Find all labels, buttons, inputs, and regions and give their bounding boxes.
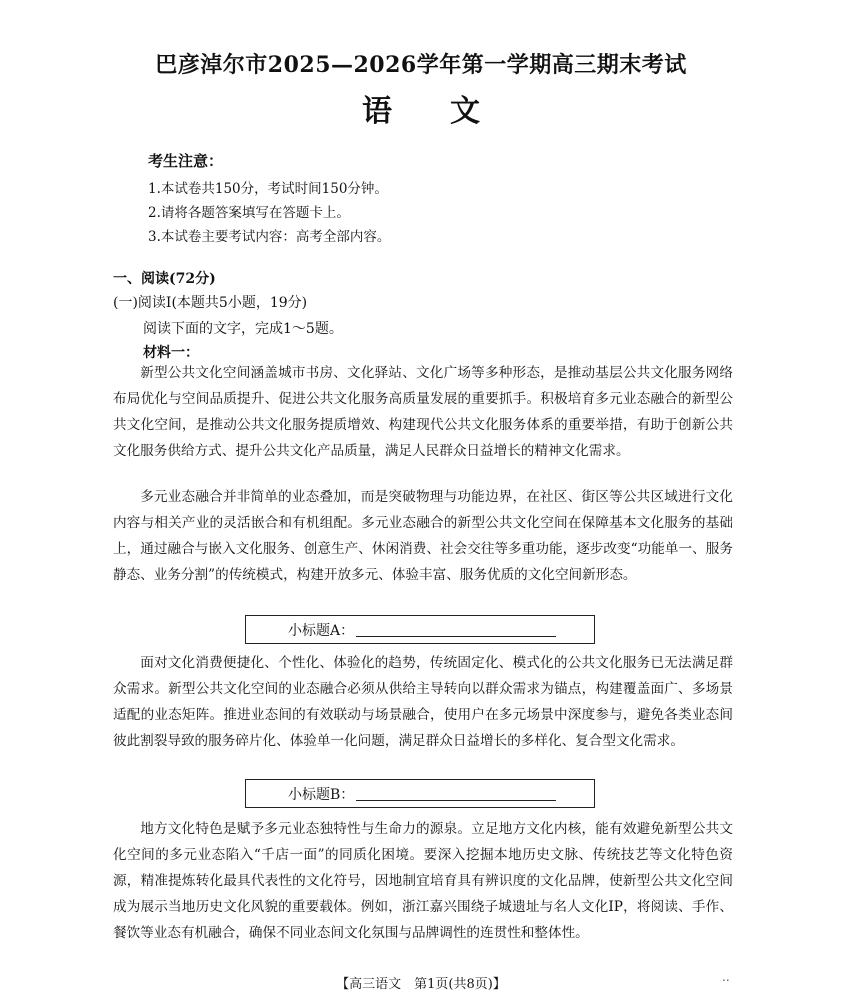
notice-item-3: 3.本试卷主要考试内容：高考全部内容。: [148, 229, 391, 245]
notice-item-2: 2.请将各题答案填写在答题卡上。: [148, 205, 350, 221]
exam-title: 巴彦淖尔市2025—2026学年第一学期高三期末考试: [155, 52, 687, 78]
corner-mark: ..: [722, 970, 730, 984]
subsection-heading: (一)阅读Ⅰ(本题共5小题，19分): [113, 295, 308, 311]
section-heading: 一、阅读(72分): [113, 271, 216, 287]
subtitle-box-b: [245, 779, 595, 808]
notice-item-1: 1.本试卷共150分，考试时间150分钟。: [148, 181, 388, 197]
reading-instruction: 阅读下面的文字，完成1～5题。: [143, 321, 343, 337]
paragraph-3: 面对文化消费便捷化、个性化、体验化的趋势，传统固定化、模式化的公共文化服务已无法满足群众需求。新型公共文化空间的业态融合必须从供给主导转向以群众需求为锚点，构建覆盖面广、多场景适配的业态矩阵。推进业态间的有效联动与场景融合，使用户在多元场景中深度参与，避免各类业态间彼此割裂导致的服务碎片化、体验单一化问题，满足群众日益增长的多样化、复合型文化需求。: [113, 655, 733, 749]
answer-blank-b: [356, 786, 556, 801]
paragraph-1: 新型公共文化空间涵盖城市书房、文化驿站、文化广场等多种形态，是推动基层公共文化服务网络布局优化与空间品质提升、促进公共文化服务高质量发展的重要抓手。积极培育多元业态融合的新型公共文化空间，是推动公共文化服务提质增效、构建现代公共文化服务体系的重要举措，有助于创新公共文化服务供给方式、提升公共文化产品质量，满足人民群众日益增长的精神文化需求。: [113, 365, 733, 459]
subject-title: 语文: [362, 94, 538, 129]
paragraph-2: 多元业态融合并非简单的业态叠加，而是突破物理与功能边界，在社区、街区等公共区域进行文化内容与相关产业的灵活嵌合和有机组配。多元业态融合的新型公共文化空间在保障基本文化服务的基础上，通过融合与嵌入文化服务、创意生产、休闲消费、社会交往等多重功能，逐步改变“功能单一、服务静态、业务分割”的传统模式，构建开放多元、体验丰富、服务优质的文化空间新形态。: [113, 489, 733, 583]
material-label: 材料一：: [143, 345, 199, 361]
subtitle-label-b: 小标题B：: [288, 786, 355, 803]
page-footer: 【高三语文 第1页(共8页)】: [336, 977, 506, 992]
answer-blank-a: [356, 622, 556, 637]
subtitle-label-a: 小标题A：: [288, 622, 355, 639]
paragraph-4: 地方文化特色是赋予多元业态独特性与生命力的源泉。立足地方文化内核，能有效避免新型公共文化空间的多元业态陷入“千店一面”的同质化困境。要深入挖掘本地历史文脉、传统技艺等文化特色资源，精准提炼转化最具代表性的文化符号，因地制宜培育具有辨识度的文化品牌，使新型公共文化空间成为展示当地历史文化风貌的重要载体。例如，浙江嘉兴围绕子城遗址与名人文化IP，将阅读、手作、餐饮等业态有机融合，确保不同业态间文化氛围与品牌调性的连贯性和整体性。: [113, 821, 733, 941]
subtitle-box-a: [245, 615, 595, 644]
notice-heading: 考生注意：: [148, 152, 224, 170]
